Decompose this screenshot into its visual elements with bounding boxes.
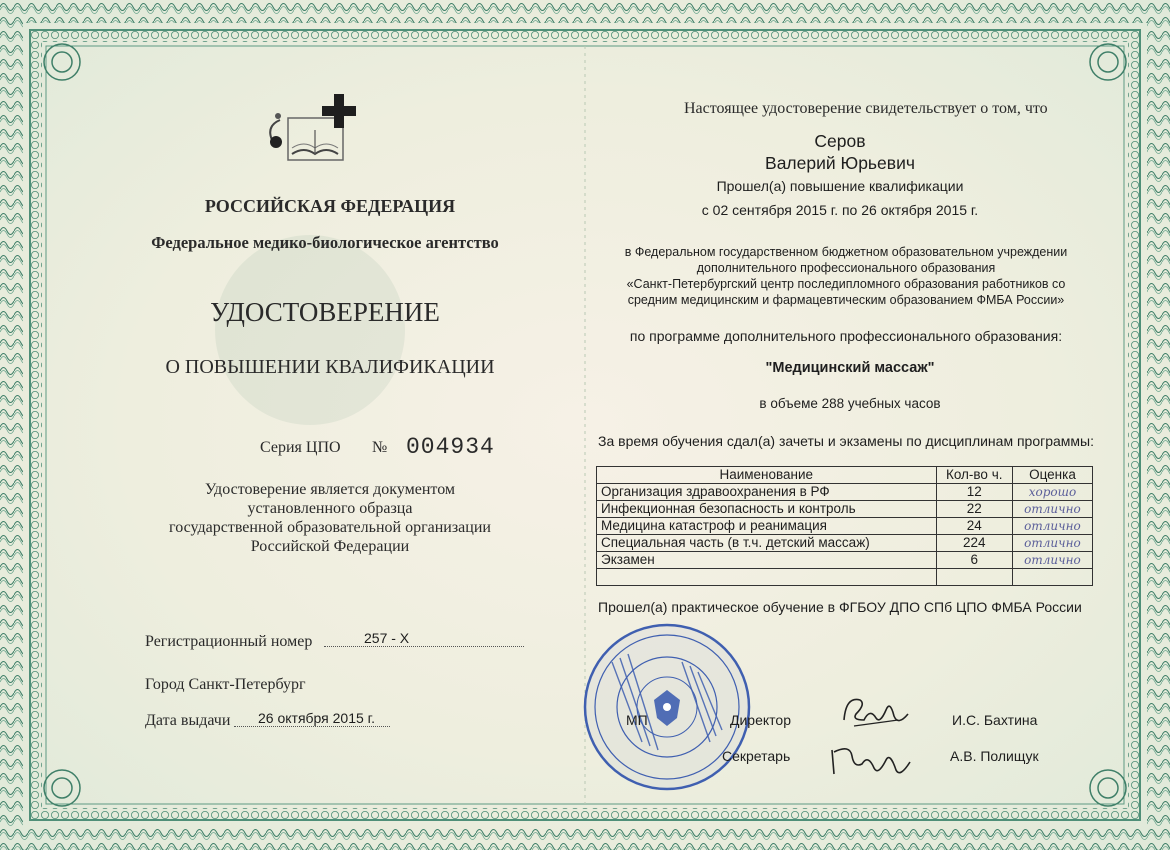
table-row — [597, 518, 1093, 535]
series-label: Серия ЦПО — [260, 439, 341, 456]
discipline-name: Специальная часть (в т.ч. детский массаж) — [597, 535, 937, 552]
table-row — [597, 484, 1093, 501]
institution-line: дополнительного профессионального образования — [696, 261, 996, 275]
discipline-grade: отлично — [1012, 552, 1092, 569]
statement-line: Удостоверение является документом — [204, 481, 456, 498]
table-row — [597, 501, 1093, 518]
discipline-name: Организация здравоохранения в РФ — [597, 484, 937, 501]
director-name: И.С. Бахтина — [952, 712, 1038, 728]
header-name: Наименование — [597, 467, 937, 484]
training-period: с 02 сентября 2015 г. по 26 октября 2015 г. — [701, 202, 979, 218]
number-sign: № — [372, 439, 388, 456]
registration-label: Регистрационный номер — [145, 633, 313, 650]
statement-line: установленного образца — [247, 500, 413, 517]
document-subtitle: О ПОВЫШЕНИИ КВАЛИФИКАЦИИ — [165, 356, 495, 378]
intro-text: Настоящее удостоверение свидетельствует о том, что — [684, 100, 1048, 117]
header-hours: Кол-во ч. — [936, 467, 1012, 484]
program-name: "Медицинский массаж" — [765, 360, 935, 376]
institution-line: средним медицинским и фармацевтическим образованием ФМБА России» — [627, 293, 1065, 307]
discipline-grade: хорошо — [1012, 484, 1092, 501]
discipline-grade: отлично — [1012, 535, 1092, 552]
country-heading: РОССИЙСКАЯ ФЕДЕРАЦИЯ — [204, 196, 456, 216]
institution-line: «Санкт-Петербургский центр последипломного образования работников со — [626, 277, 1066, 291]
table-row — [597, 552, 1093, 569]
discipline-hours: 22 — [936, 501, 1012, 518]
empty-cell — [936, 569, 1012, 586]
program-intro: по программе дополнительного профессионального образования: — [629, 328, 1063, 344]
empty-cell — [1012, 569, 1092, 586]
agency-name: Федеральное медико-биологическое агентство — [151, 233, 499, 252]
secretary-name: А.В. Полищук — [950, 748, 1039, 764]
statement-line: государственной образовательной организации — [169, 519, 491, 536]
exams-intro: За время обучения сдал(а) зачеты и экзамены по дисциплинам программы: — [598, 433, 1094, 449]
issue-date-label: Дата выдачи — [145, 712, 231, 729]
empty-cell — [597, 569, 937, 586]
discipline-hours: 12 — [936, 484, 1012, 501]
discipline-name: Медицина катастроф и реанимация — [597, 518, 937, 535]
institution-line: в Федеральном государственном бюджетном образовательном учреждении — [624, 245, 1068, 259]
stamp-place-label: МП — [626, 712, 648, 728]
institution-block — [596, 244, 1096, 308]
header-grade: Оценка — [1012, 467, 1092, 484]
discipline-hours: 224 — [936, 535, 1012, 552]
discipline-grade: отлично — [1012, 518, 1092, 535]
secretary-label: Секретарь — [722, 748, 791, 764]
grades-table — [596, 466, 1093, 586]
official-stamp — [582, 622, 752, 792]
practice-text: Прошел(а) практическое обучение в ФГБОУ ДПО СПб ЦПО ФМБА России — [598, 599, 1082, 615]
certificate-number: 004934 — [406, 434, 495, 460]
discipline-grade: отлично — [1012, 501, 1092, 518]
secretary-signature — [826, 740, 916, 785]
issue-date: 26 октября 2015 г. — [234, 710, 390, 727]
city: Город Санкт-Петербург — [145, 676, 306, 693]
table-header-row — [597, 467, 1093, 484]
program-volume: в объеме 288 учебных часов — [759, 396, 941, 411]
director-label: Директор — [730, 712, 791, 728]
medical-book-emblem-icon — [258, 90, 368, 170]
registration-number: 257 - Х — [324, 630, 524, 647]
surname: Серов — [814, 131, 866, 151]
document-title: УДОСТОВЕРЕНИЕ — [210, 297, 440, 327]
discipline-hours: 6 — [936, 552, 1012, 569]
passed-training: Прошел(а) повышение квалификации — [716, 178, 964, 194]
discipline-name: Инфекционная безопасность и контроль — [597, 501, 937, 518]
table-row — [597, 535, 1093, 552]
statement-block — [110, 480, 550, 556]
given-names: Валерий Юрьевич — [765, 153, 915, 173]
statement-line: Российской Федерации — [250, 538, 410, 555]
table-empty-row — [597, 569, 1093, 586]
discipline-name: Экзамен — [597, 552, 937, 569]
director-signature — [836, 690, 916, 735]
discipline-hours: 24 — [936, 518, 1012, 535]
